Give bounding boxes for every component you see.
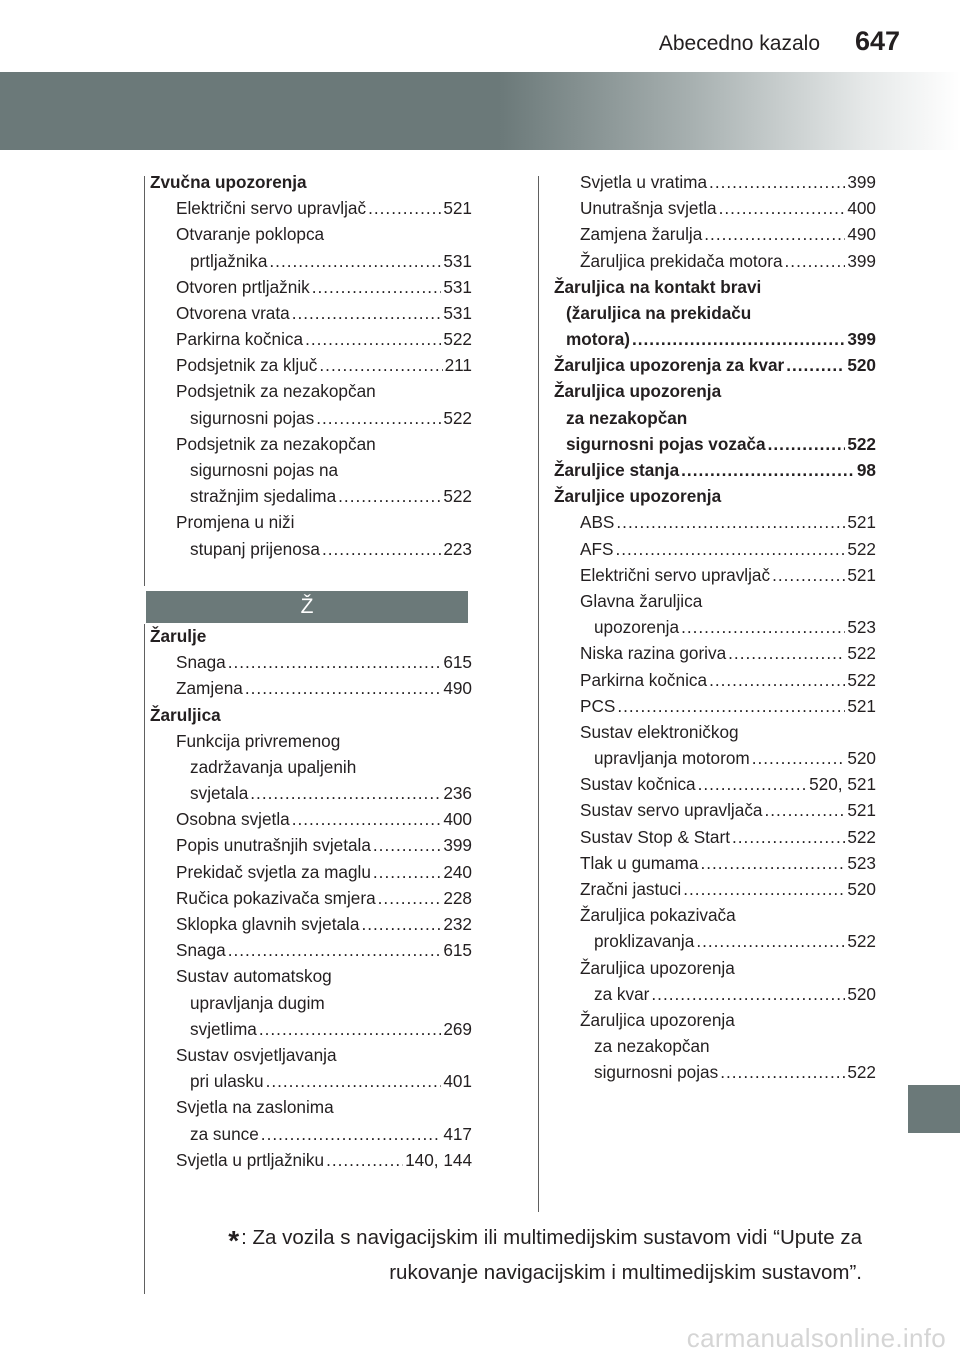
index-entry — [146, 1042, 472, 1068]
index-entry-page: 523 — [847, 617, 876, 638]
index-entry — [550, 955, 876, 981]
footnote-line-2: rukovanje navigacijskim i multimedijskim sustavom”. — [389, 1261, 862, 1284]
index-entry-text: Podsjetnik za ključ — [176, 355, 318, 376]
index-entry — [146, 990, 472, 1016]
index-entry-text: Ručica pokazivača smjera — [176, 887, 376, 908]
index-entry-text: Žaruljica — [150, 704, 221, 725]
index-entry-text: Tlak u gumama — [580, 852, 699, 873]
index-entry-text: upozorenja — [594, 617, 680, 638]
index-entry — [146, 963, 472, 989]
index-entry-text: Žaruljica upozorenja — [580, 957, 735, 978]
index-column-left — [146, 169, 472, 562]
index-entry-page: 232 — [443, 914, 472, 935]
index-entry — [550, 798, 876, 824]
leader-dots — [261, 1121, 442, 1147]
header-band — [0, 72, 960, 150]
leader-dots — [651, 981, 845, 1007]
index-entry-text: stupanj prijenosa — [190, 538, 320, 559]
index-entry-page: 223 — [443, 538, 472, 559]
index-entry — [550, 509, 876, 535]
index-entry-page: 522 — [443, 407, 472, 428]
index-entry-text: sigurnosni pojas — [594, 1062, 719, 1083]
index-entry-text: Funkcija privremenog — [176, 730, 341, 751]
index-entry — [550, 483, 876, 509]
index-entry-text: Parkirna kočnica — [176, 329, 304, 350]
index-entry — [550, 745, 876, 771]
index-entry — [146, 1068, 472, 1094]
center-rule — [538, 176, 539, 1212]
index-entry-text: Snaga — [176, 652, 226, 673]
index-entry-text: Žaruljice upozorenja — [554, 486, 722, 507]
leader-dots — [772, 562, 845, 588]
index-entry-text: Zamjena — [176, 678, 243, 699]
leader-dots — [683, 876, 845, 902]
leader-dots — [322, 536, 441, 562]
index-entry-text: Sklopka glavnih svjetala — [176, 914, 360, 935]
index-entry — [146, 457, 472, 483]
leader-dots — [720, 1059, 845, 1085]
index-entry-page: 228 — [443, 887, 472, 908]
index-entry — [146, 483, 472, 509]
index-entry — [550, 274, 876, 300]
leader-dots — [728, 640, 845, 666]
index-entry-text: Svjetla na zaslonima — [176, 1097, 334, 1118]
index-entry-page: 521 — [847, 512, 876, 533]
index-entry — [550, 326, 876, 352]
index-entry-text: Sustav osvjetljavanja — [176, 1044, 337, 1065]
index-entry — [146, 1016, 472, 1042]
index-entry-text: Otvorena vrata — [176, 302, 290, 323]
leader-dots — [245, 675, 441, 701]
index-entry-text: sigurnosni pojas na — [190, 460, 339, 481]
leader-dots — [305, 326, 441, 352]
index-entry-text: Žaruljica upozorenja — [554, 381, 722, 402]
leader-dots — [681, 614, 845, 640]
index-entry-text: Zračni jastuci — [580, 879, 682, 900]
index-entry-text: ABS — [580, 512, 615, 533]
header-title: Abecedno kazalo — [658, 32, 820, 55]
index-entry-page: 615 — [443, 652, 472, 673]
index-entry-text: za kvar — [594, 983, 650, 1004]
index-entry — [550, 431, 876, 457]
index-entry-text: Žarulje — [150, 625, 207, 646]
index-entry — [146, 728, 472, 754]
index-entry — [146, 221, 472, 247]
leader-dots — [786, 352, 845, 378]
page-header — [0, 0, 960, 64]
index-entry — [146, 300, 472, 326]
index-entry — [550, 457, 876, 483]
leader-dots — [259, 1016, 441, 1042]
leader-dots — [785, 248, 846, 274]
index-entry-text: prtljažnika — [190, 250, 268, 271]
leader-dots — [269, 248, 441, 274]
leader-dots — [752, 745, 846, 771]
section-letter-bar — [146, 591, 468, 623]
index-entry-page: 521 — [847, 800, 876, 821]
index-entry — [146, 649, 472, 675]
section-letter: Ž — [300, 595, 314, 618]
index-entry-text: Zvučna upozorenja — [150, 171, 307, 192]
index-entry — [550, 667, 876, 693]
index-column-right — [550, 169, 876, 1086]
index-entry — [550, 1059, 876, 1085]
index-entry — [550, 562, 876, 588]
index-entry — [146, 326, 472, 352]
index-entry — [146, 885, 472, 911]
index-entry — [146, 702, 472, 728]
index-entry — [550, 1033, 876, 1059]
index-entry-text: svjetala — [190, 783, 249, 804]
index-entry-page: 520 — [847, 355, 876, 376]
index-entry — [146, 1147, 472, 1173]
index-entry — [550, 405, 876, 431]
index-entry-text: Žaruljica upozorenja — [580, 1009, 735, 1030]
index-entry-text: stražnjim sjedalima — [190, 486, 337, 507]
index-entry-text: upravljanja dugim — [190, 992, 325, 1013]
index-entry — [146, 754, 472, 780]
index-entry-text: sigurnosni pojas vozača — [566, 433, 766, 454]
leader-dots — [266, 1068, 442, 1094]
index-entry — [146, 675, 472, 701]
index-entry-text: zadržavanja upaljenih — [190, 756, 357, 777]
leader-dots — [228, 649, 442, 675]
index-entry-text: Prekidač svjetla za maglu — [176, 861, 371, 882]
index-entry — [550, 902, 876, 928]
index-entry — [550, 771, 876, 797]
leader-dots — [698, 771, 807, 797]
index-entry — [146, 509, 472, 535]
leader-dots — [709, 667, 845, 693]
index-entry-text: AFS — [580, 538, 614, 559]
index-entry — [550, 981, 876, 1007]
index-entry-page: 520 — [847, 983, 876, 1004]
index-entry — [146, 405, 472, 431]
index-entry-page: 399 — [443, 835, 472, 856]
footnote-line-1: : Za vozila s navigacijskim ili multimedijskim sustavom vidi “Upute za — [241, 1226, 862, 1249]
index-entry-page: 522 — [847, 669, 876, 690]
leader-dots — [373, 832, 441, 858]
index-entry-text: za nezakopčan — [566, 407, 688, 428]
index-entry — [550, 876, 876, 902]
index-entry-page: 236 — [443, 783, 472, 804]
index-entry-text: proklizavanja — [594, 931, 695, 952]
leader-dots — [700, 850, 845, 876]
index-entry-text: upravljanja motorom — [594, 748, 750, 769]
index-entry-page: 522 — [847, 1062, 876, 1083]
leader-dots — [368, 195, 441, 221]
leader-dots — [616, 509, 845, 535]
index-entry-page: 400 — [443, 809, 472, 830]
left-rule-lower — [144, 624, 145, 1294]
index-entry-text: motora) — [566, 329, 630, 350]
index-entry — [550, 928, 876, 954]
index-entry — [550, 850, 876, 876]
index-entry — [550, 352, 876, 378]
index-entry-text: Zamjena žarulja — [580, 224, 703, 245]
leader-dots — [632, 326, 845, 352]
leader-dots — [228, 937, 442, 963]
index-entry — [146, 780, 472, 806]
index-entry-text: Otvoren prtljažnik — [176, 276, 310, 297]
index-entry — [550, 536, 876, 562]
index-entry-page: 490 — [443, 678, 472, 699]
index-entry-text: Svjetla u vratima — [580, 171, 708, 192]
index-entry-page: 520 — [847, 879, 876, 900]
leader-dots — [338, 483, 441, 509]
index-entry-page: 399 — [847, 171, 876, 192]
index-entry — [550, 248, 876, 274]
index-entry-page: 522 — [847, 433, 876, 454]
index-entry-text: sigurnosni pojas — [190, 407, 315, 428]
index-entry-text: Svjetla u prtljažniku — [176, 1149, 325, 1170]
index-entry-text: Električni servo upravljač — [580, 564, 771, 585]
index-entry — [146, 536, 472, 562]
index-entry-text: Glavna žaruljica — [580, 590, 703, 611]
index-entry — [146, 431, 472, 457]
leader-dots — [378, 885, 442, 911]
index-entry-text: Parkirna kočnica — [580, 669, 708, 690]
leader-dots — [681, 457, 855, 483]
footnote-marker: * — [228, 1225, 240, 1256]
index-entry — [146, 379, 472, 405]
index-entry — [550, 693, 876, 719]
index-entry-text: Žaruljica prekidača motora — [580, 250, 783, 271]
index-entry-page: 522 — [847, 931, 876, 952]
index-entry-page: 521 — [847, 564, 876, 585]
index-entry — [550, 221, 876, 247]
index-entry — [550, 614, 876, 640]
index-entry-text: Sustav Stop & Start — [580, 826, 730, 847]
index-entry-page: 521 — [847, 695, 876, 716]
chapter-tab — [908, 1085, 960, 1133]
leader-dots — [292, 806, 442, 832]
index-entry-text: Osobna svjetla — [176, 809, 290, 830]
index-entry-text: Sustav kočnica — [580, 774, 696, 795]
index-column-left-2 — [146, 623, 472, 1173]
index-entry — [146, 248, 472, 274]
index-entry-page: 417 — [443, 1123, 472, 1144]
index-entry-page: 400 — [847, 198, 876, 219]
index-entry-text: Sustav elektroničkog — [580, 721, 739, 742]
index-entry — [146, 169, 472, 195]
index-entry-text: Žaruljica pokazivača — [580, 905, 736, 926]
footnote — [196, 1222, 862, 1289]
index-entry-page: 211 — [444, 355, 472, 376]
leader-dots — [250, 780, 441, 806]
index-entry-text: Podsjetnik za nezakopčan — [176, 433, 376, 454]
index-entry-text: Žaruljica upozorenja za kvar — [554, 355, 785, 376]
index-entry-text: za sunce — [190, 1123, 259, 1144]
index-entry-text: Sustav automatskog — [176, 966, 332, 987]
index-entry-text: Sustav servo upravljača — [580, 800, 763, 821]
leader-dots — [292, 300, 442, 326]
leader-dots — [696, 928, 845, 954]
leader-dots — [316, 405, 441, 431]
leader-dots — [615, 536, 845, 562]
index-entry-text: za nezakopčan — [594, 1036, 710, 1057]
index-entry — [146, 352, 472, 378]
index-entry — [146, 1094, 472, 1120]
index-entry-text: PCS — [580, 695, 616, 716]
leader-dots — [732, 824, 845, 850]
index-entry — [550, 824, 876, 850]
index-entry — [550, 169, 876, 195]
index-entry — [146, 911, 472, 937]
leader-dots — [373, 859, 441, 885]
index-entry-page: 522 — [847, 538, 876, 559]
leader-dots — [709, 169, 845, 195]
index-entry — [146, 937, 472, 963]
index-entry — [146, 195, 472, 221]
index-entry-page: 615 — [443, 940, 472, 961]
index-entry-page: 401 — [443, 1071, 472, 1092]
leader-dots — [361, 911, 441, 937]
index-entry — [550, 1007, 876, 1033]
index-entry-text: Podsjetnik za nezakopčan — [176, 381, 376, 402]
index-entry-text: Žaruljica na kontakt bravi — [554, 276, 762, 297]
index-entry-page: 531 — [443, 276, 472, 297]
index-entry-page: 522 — [847, 826, 876, 847]
index-entry-page: 522 — [443, 329, 472, 350]
index-entry-text: Snaga — [176, 940, 226, 961]
index-entry-page: 399 — [847, 329, 876, 350]
leader-dots — [768, 431, 846, 457]
index-entry-text: Žaruljice stanja — [554, 460, 680, 481]
index-entry — [550, 195, 876, 221]
index-entry — [146, 274, 472, 300]
index-entry — [550, 588, 876, 614]
index-entry-text: Niska razina goriva — [580, 643, 727, 664]
index-entry-text: Promjena u niži — [176, 512, 295, 533]
index-entry-text: Unutrašnja svjetla — [580, 198, 717, 219]
index-entry — [146, 859, 472, 885]
leader-dots — [704, 221, 845, 247]
index-entry-text: pri ulasku — [190, 1071, 264, 1092]
index-entry-page: 522 — [847, 643, 876, 664]
index-entry — [550, 379, 876, 405]
index-entry — [146, 623, 472, 649]
index-entry — [550, 300, 876, 326]
index-entry — [146, 833, 472, 859]
leader-dots — [326, 1147, 403, 1173]
leader-dots — [764, 797, 845, 823]
index-entry-text: Popis unutrašnjih svjetala — [176, 835, 371, 856]
page-number: 647 — [854, 26, 900, 56]
leader-dots — [312, 274, 442, 300]
index-entry-page: 240 — [443, 861, 472, 882]
leader-dots — [719, 195, 846, 221]
index-entry-text: svjetlima — [190, 1018, 257, 1039]
index-entry-page: 522 — [443, 486, 472, 507]
index-entry-text: Otvaranje poklopca — [176, 224, 325, 245]
index-entry-page: 520, 521 — [809, 774, 876, 795]
index-entry — [550, 640, 876, 666]
index-entry-page: 98 — [856, 460, 876, 481]
index-entry-page: 521 — [443, 198, 472, 219]
index-entry — [146, 1121, 472, 1147]
index-entry-page: 399 — [847, 250, 876, 271]
index-entry — [550, 719, 876, 745]
index-entry-page: 140, 144 — [405, 1149, 472, 1170]
index-entry-page: 531 — [443, 250, 472, 271]
index-entry — [146, 806, 472, 832]
index-entry-page: 523 — [847, 852, 876, 873]
index-entry-text: (žaruljica na prekidaču — [566, 302, 752, 323]
left-rule — [144, 176, 145, 586]
leader-dots — [319, 352, 442, 378]
index-entry-page: 520 — [847, 748, 876, 769]
index-entry-page: 531 — [443, 302, 472, 323]
index-entry-page: 490 — [847, 224, 876, 245]
index-entry-text: Električni servo upravljač — [176, 198, 367, 219]
leader-dots — [617, 693, 845, 719]
watermark: carmanualsonline.info — [686, 1323, 946, 1353]
index-entry-page: 269 — [443, 1018, 472, 1039]
